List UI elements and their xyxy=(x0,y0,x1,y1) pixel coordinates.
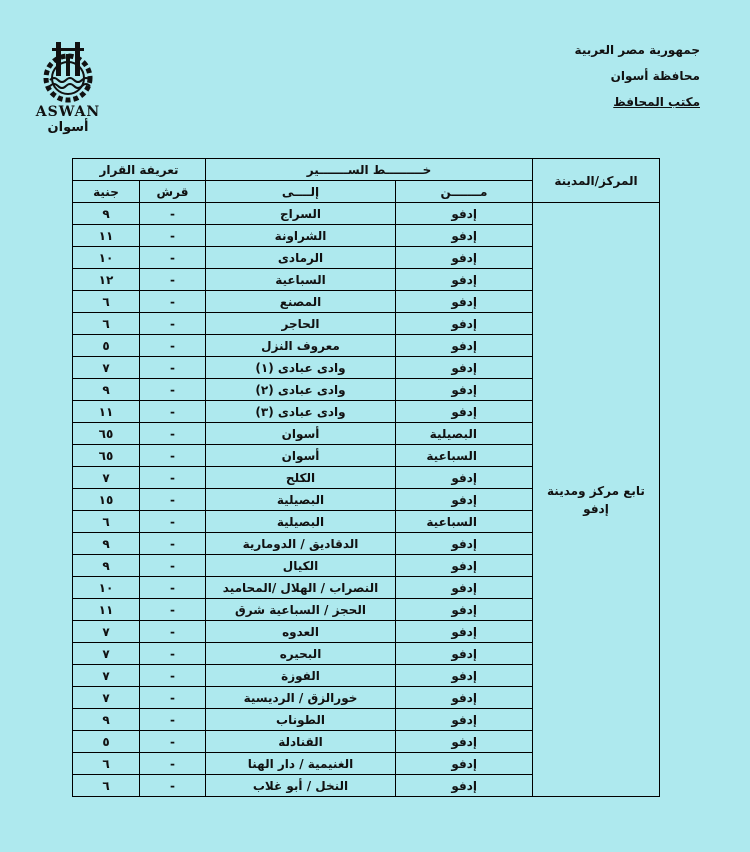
pound-cell: ١١ xyxy=(73,599,140,621)
piaster-cell: - xyxy=(140,555,206,577)
from-cell: إدفو xyxy=(396,621,533,643)
piaster-cell: - xyxy=(140,533,206,555)
pound-cell: ٦٥ xyxy=(73,423,140,445)
pound-cell: ٦ xyxy=(73,313,140,335)
pound-cell: ٧ xyxy=(73,467,140,489)
piaster-cell: - xyxy=(140,709,206,731)
pound-cell: ٦٥ xyxy=(73,445,140,467)
letterhead xyxy=(575,44,700,122)
to-cell: الكلح xyxy=(206,467,396,489)
piaster-cell: - xyxy=(140,577,206,599)
piaster-cell: - xyxy=(140,401,206,423)
pound-cell: ٧ xyxy=(73,687,140,709)
to-cell: الفوزة xyxy=(206,665,396,687)
to-cell: الشراونة xyxy=(206,225,396,247)
to-cell: النخل / أبو غلاب xyxy=(206,775,396,797)
from-cell: إدفو xyxy=(396,269,533,291)
to-cell: البحيره xyxy=(206,643,396,665)
from-cell: إدفو xyxy=(396,401,533,423)
to-cell: السراج xyxy=(206,203,396,225)
to-cell: الكيال xyxy=(206,555,396,577)
pound-cell: ٧ xyxy=(73,665,140,687)
piaster-cell: - xyxy=(140,379,206,401)
piaster-cell: - xyxy=(140,511,206,533)
from-cell: إدفو xyxy=(396,379,533,401)
from-cell: إدفو xyxy=(396,313,533,335)
to-cell: خورالزق / الرديسية xyxy=(206,687,396,709)
piaster-cell: - xyxy=(140,599,206,621)
from-cell: إدفو xyxy=(396,489,533,511)
from-cell: إدفو xyxy=(396,775,533,797)
from-cell: إدفو xyxy=(396,357,533,379)
header-pound: جنية xyxy=(73,181,140,203)
pound-cell: ٧ xyxy=(73,643,140,665)
to-cell: الغنيمية / دار الهنا xyxy=(206,753,396,775)
pound-cell: ٦ xyxy=(73,775,140,797)
header-piaster: قرش xyxy=(140,181,206,203)
piaster-cell: - xyxy=(140,489,206,511)
pound-cell: ٦ xyxy=(73,511,140,533)
to-cell: المصنع xyxy=(206,291,396,313)
pound-cell: ٦ xyxy=(73,753,140,775)
piaster-cell: - xyxy=(140,665,206,687)
piaster-cell: - xyxy=(140,225,206,247)
from-cell: إدفو xyxy=(396,225,533,247)
from-cell: إدفو xyxy=(396,687,533,709)
tariff-table-body xyxy=(73,203,660,797)
from-cell: إدفو xyxy=(396,577,533,599)
from-cell: إدفو xyxy=(396,555,533,577)
from-cell: إدفو xyxy=(396,291,533,313)
to-cell: وادى عبادى (١) xyxy=(206,357,396,379)
to-cell: الرمادى xyxy=(206,247,396,269)
logo-text-en: ASWAN xyxy=(35,104,101,120)
header-tariff: تعريفة القرار xyxy=(73,159,206,181)
pound-cell: ٥ xyxy=(73,335,140,357)
from-cell: إدفو xyxy=(396,467,533,489)
to-cell: وادى عبادى (٢) xyxy=(206,379,396,401)
pound-cell: ١١ xyxy=(73,225,140,247)
piaster-cell: - xyxy=(140,335,206,357)
piaster-cell: - xyxy=(140,247,206,269)
pound-cell: ٥ xyxy=(73,731,140,753)
piaster-cell: - xyxy=(140,291,206,313)
from-cell: إدفو xyxy=(396,731,533,753)
pound-cell: ١٠ xyxy=(73,247,140,269)
from-cell: السباعية xyxy=(396,445,533,467)
to-cell: الحاجر xyxy=(206,313,396,335)
piaster-cell: - xyxy=(140,445,206,467)
piaster-cell: - xyxy=(140,753,206,775)
to-cell: السباعية xyxy=(206,269,396,291)
pound-cell: ٧ xyxy=(73,357,140,379)
to-cell: البصيلية xyxy=(206,511,396,533)
from-cell: البصيلية xyxy=(396,423,533,445)
to-cell: النصراب / الهلال /المحاميد xyxy=(206,577,396,599)
from-cell: إدفو xyxy=(396,247,533,269)
piaster-cell: - xyxy=(140,687,206,709)
pound-cell: ١٠ xyxy=(73,577,140,599)
pound-cell: ٩ xyxy=(73,533,140,555)
piaster-cell: - xyxy=(140,775,206,797)
from-cell: إدفو xyxy=(396,753,533,775)
region-cell: تابع مركز ومدينة إدفو xyxy=(533,203,660,797)
pound-cell: ١١ xyxy=(73,401,140,423)
tariff-table-wrapper xyxy=(72,158,659,797)
pound-cell: ٩ xyxy=(73,555,140,577)
piaster-cell: - xyxy=(140,621,206,643)
from-cell: إدفو xyxy=(396,203,533,225)
from-cell: إدفو xyxy=(396,709,533,731)
to-cell: الحجز / السباعية شرق xyxy=(206,599,396,621)
header-to: إلــــى xyxy=(206,181,396,203)
from-cell: إدفو xyxy=(396,643,533,665)
tariff-table xyxy=(72,158,660,797)
piaster-cell: - xyxy=(140,731,206,753)
pound-cell: ١٥ xyxy=(73,489,140,511)
table-row xyxy=(73,203,660,225)
pound-cell: ٩ xyxy=(73,709,140,731)
from-cell: السباعية xyxy=(396,511,533,533)
header-route: خـــــــــط الســـــــير xyxy=(206,159,533,181)
piaster-cell: - xyxy=(140,269,206,291)
letterhead-office: مكتب المحافظ xyxy=(613,95,700,109)
piaster-cell: - xyxy=(140,423,206,445)
to-cell: وادى عبادى (٣) xyxy=(206,401,396,423)
pound-cell: ٩ xyxy=(73,203,140,225)
aswan-logo xyxy=(22,36,114,136)
from-cell: إدفو xyxy=(396,599,533,621)
to-cell: أسوان xyxy=(206,445,396,467)
header-region: المركز/المدينة xyxy=(533,159,660,203)
letterhead-governorate: محافظة أسوان xyxy=(610,69,700,83)
logo-text-ar: أسوان xyxy=(47,120,89,135)
to-cell: الطوناب xyxy=(206,709,396,731)
piaster-cell: - xyxy=(140,357,206,379)
to-cell: الدقاديق / الدومارية xyxy=(206,533,396,555)
to-cell: العدوه xyxy=(206,621,396,643)
from-cell: إدفو xyxy=(396,335,533,357)
piaster-cell: - xyxy=(140,643,206,665)
pound-cell: ٧ xyxy=(73,621,140,643)
to-cell: البصيلية xyxy=(206,489,396,511)
to-cell: أسوان xyxy=(206,423,396,445)
pound-cell: ٦ xyxy=(73,291,140,313)
pound-cell: ٩ xyxy=(73,379,140,401)
to-cell: القنادلة xyxy=(206,731,396,753)
header-from: مـــــــن xyxy=(396,181,533,203)
piaster-cell: - xyxy=(140,313,206,335)
from-cell: إدفو xyxy=(396,533,533,555)
letterhead-country: جمهورية مصر العربية xyxy=(574,43,700,57)
aswan-emblem-icon xyxy=(22,36,114,106)
from-cell: إدفو xyxy=(396,665,533,687)
to-cell: معروف النزل xyxy=(206,335,396,357)
piaster-cell: - xyxy=(140,467,206,489)
piaster-cell: - xyxy=(140,203,206,225)
pound-cell: ١٢ xyxy=(73,269,140,291)
